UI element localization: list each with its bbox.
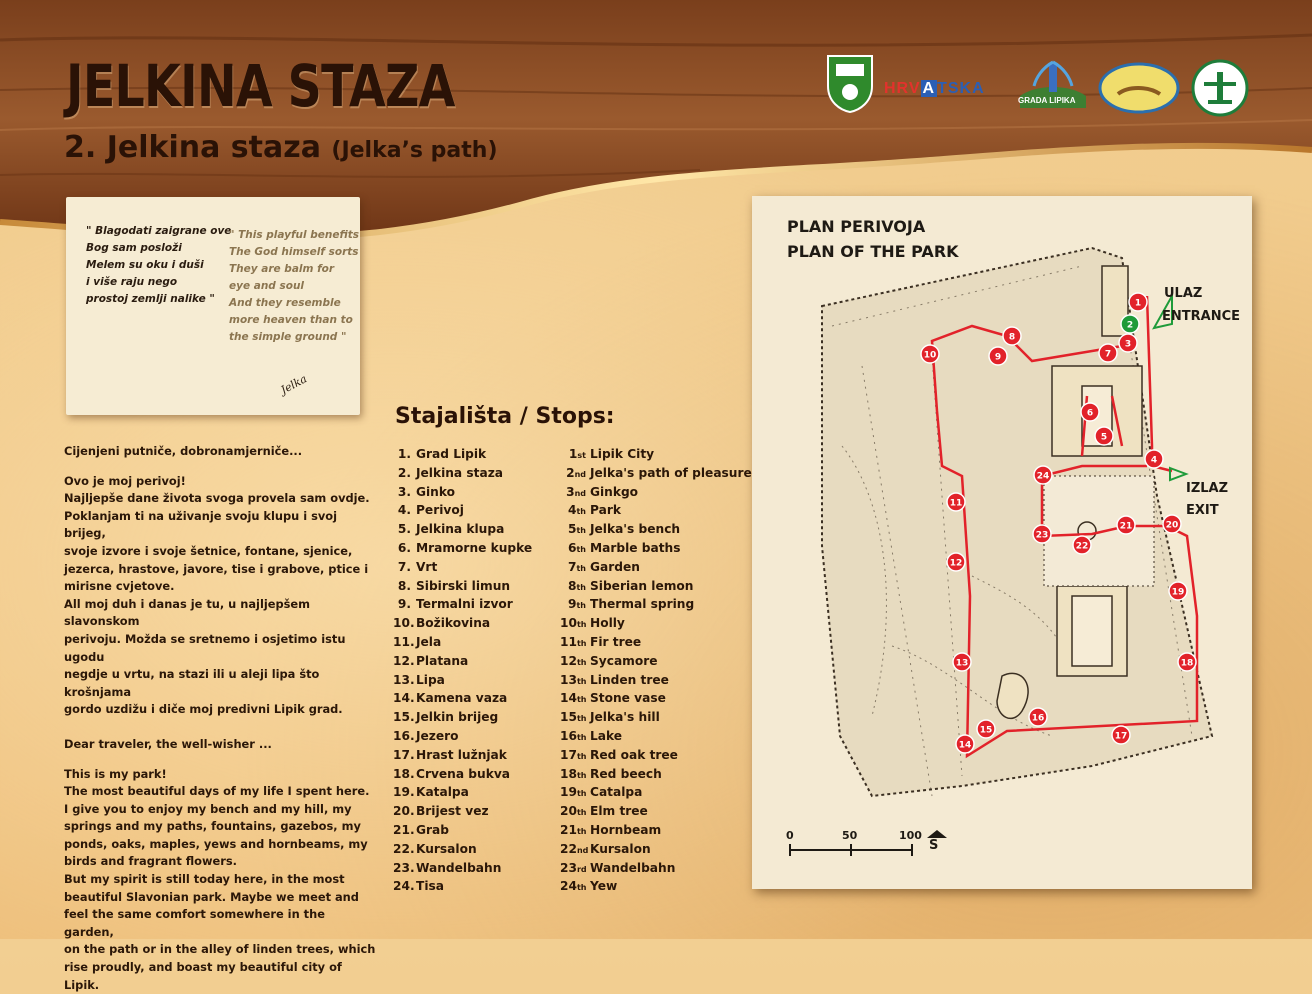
route-marker-20[interactable] — [1163, 515, 1181, 533]
stop-en-item — [560, 652, 752, 671]
stop-en-item — [560, 445, 752, 464]
stop-name: Marble baths — [590, 540, 681, 555]
stop-name: Jelkina klupa — [416, 522, 505, 537]
stop-number: 20. — [393, 804, 415, 819]
route-marker-label: 12 — [949, 558, 963, 569]
route-marker-label: 14 — [958, 740, 972, 751]
poem-croatian: " Blagodati zaigrane ove Bog sam posloži Melem su oku i duši i više raju nego prostoj zemlji nalike " — [86, 225, 232, 305]
stop-en-item — [560, 483, 752, 502]
stop-name: Tisa — [416, 879, 444, 894]
central-garden — [1044, 476, 1154, 586]
route-marker-label: 22 — [1075, 541, 1089, 552]
route-marker-label: 11 — [949, 498, 963, 509]
stop-name: Linden tree — [590, 672, 669, 687]
stop-number: 19. — [393, 785, 415, 800]
stop-hr-item — [393, 577, 532, 596]
stop-en-item — [560, 765, 752, 784]
hrvatska-logo: HRV A TSKA — [884, 80, 985, 97]
stop-number: 1. — [397, 447, 411, 461]
stop-name: Elm tree — [590, 804, 648, 819]
stop-name: Ginko — [416, 484, 456, 499]
stop-en-item — [560, 783, 752, 802]
stop-name: Kamena vaza — [416, 691, 508, 706]
stop-en-item — [560, 539, 752, 558]
stop-name: Perivoj — [416, 503, 464, 518]
stop-name: Grad Lipik — [416, 447, 487, 461]
route-marker-17[interactable] — [1112, 726, 1130, 744]
stop-en-item — [560, 708, 752, 727]
route-marker-4[interactable] — [1145, 450, 1163, 468]
stop-name: Grab — [416, 822, 449, 837]
route-marker-11[interactable] — [947, 493, 965, 511]
stop-number: 9. — [397, 597, 411, 612]
stop-en-item — [560, 520, 752, 539]
stop-name: Lake — [590, 728, 623, 743]
stop-number: 5. — [397, 522, 411, 537]
stop-ordinal: 23rd — [560, 860, 587, 875]
stop-hr-item — [393, 708, 532, 727]
stop-name: Božikovina — [416, 616, 491, 631]
stop-hr-item — [393, 727, 532, 746]
stop-name: Hornbeam — [590, 822, 662, 837]
route-marker-19[interactable] — [1169, 582, 1187, 600]
stop-hr-item — [393, 765, 532, 784]
stop-name: Jelkin brijeg — [416, 710, 499, 725]
stop-en-item — [560, 877, 752, 896]
stop-number: 24. — [393, 879, 415, 894]
stop-number: 12. — [393, 653, 415, 668]
stop-hr-item — [393, 464, 532, 483]
stop-name: Thermal spring — [590, 597, 695, 612]
stop-en-item — [560, 633, 752, 652]
stop-en-item — [560, 614, 752, 633]
stop-name: Termalni izvor — [416, 597, 513, 612]
stop-hr-item — [393, 539, 532, 558]
poem-card — [66, 197, 360, 415]
greeting-en: Dear traveler, the well-wisher ... — [64, 736, 272, 751]
subtitle-hr: 2. Jelkina staza — [64, 130, 321, 165]
stop-name: Yew — [590, 879, 618, 894]
stop-hr-item — [393, 614, 532, 633]
route-marker-14[interactable] — [956, 735, 974, 753]
stop-name: Red oak tree — [590, 747, 678, 762]
scale-label-100: 100 — [899, 829, 922, 842]
stop-number: 17. — [393, 747, 415, 762]
stop-name: Sibirski limun — [416, 578, 511, 593]
route-marker-21[interactable] — [1117, 516, 1135, 534]
green-circle-fountain-logo — [1190, 58, 1250, 118]
route-marker-label: 9 — [994, 352, 1002, 363]
stop-en-item — [560, 558, 752, 577]
letter-text: Cijenjeni putniče, dobronamjerniče... Ovo je moj perivoj! Najljepše dane života svoga provela sam ovdje. Poklanjam ti na uživanje svoju klupu i svoj brijeg, svoje izvore i svoje šetnice, fontane, sjenice, jezerca, hrastove, javore, tise i grabove, ptice i mirisne cvjetove. All moj duh i danas je tu, u najljepšem slavonskom perivoju. Možda se sretnemo i osjetimo istu ugodu negdje u vrtu, na stazi ili u aleji lipa što krošnjama gordo uzdižu i diče moj predivni Lipik grad. Dear traveler, the well-wisher ... This is my park! The most beautiful days of my life I spent here. I give you to enjoy my bench and my hill, my springs and my paths, fountains, gazebos, my ponds, oaks, maples, yews and hornbeams, my birds and fragrant flowers. But my spirit is still today here, in the most beautiful Slavonian park. Maybe we meet and feel the same comfort somewhere in the garden, on the path or in the alley of linden trees, which rise proudly, and boast my beautiful city of Lipik. — [64, 444, 376, 992]
stop-name: Brijest vez — [416, 804, 489, 819]
scale-label-0: 0 — [786, 829, 794, 842]
stop-name: Siberian lemon — [590, 578, 694, 593]
route-marker-label: 1 — [1134, 298, 1142, 309]
stop-name: Ginkgo — [590, 484, 639, 499]
stop-ordinal: 6th — [567, 540, 586, 555]
entrance-label-hr: ULAZ — [1164, 286, 1203, 301]
stop-number: 23. — [393, 860, 415, 875]
stop-number: 8. — [397, 578, 411, 593]
stops-heading: Stajališta / Stops: — [395, 404, 615, 429]
north-arrow-icon — [927, 830, 947, 838]
stop-en-item — [560, 464, 752, 483]
stop-name: Jelka's path of pleasure — [590, 465, 752, 480]
entrance-label-en: ENTRANCE — [1162, 309, 1240, 324]
stop-number: 2. — [397, 465, 411, 480]
stop-ordinal: 12th — [560, 653, 587, 668]
stop-hr-item — [393, 501, 532, 520]
route-marker-13[interactable] — [953, 653, 971, 671]
stop-ordinal: 14th — [560, 691, 587, 706]
route-marker-label: 10 — [923, 350, 937, 361]
route-marker-18[interactable] — [1178, 653, 1196, 671]
stop-ordinal: 16th — [560, 728, 587, 743]
route-marker-label: 3 — [1124, 339, 1132, 350]
stop-en-item — [560, 501, 752, 520]
stop-name: Stone vase — [590, 691, 666, 706]
route-marker-label: 13 — [955, 658, 969, 669]
stop-name: Jelka's bench — [590, 522, 681, 537]
route-marker-12[interactable] — [947, 553, 965, 571]
map-title-hr: PLAN PERIVOJA — [787, 217, 926, 236]
stop-ordinal: 8th — [567, 578, 586, 593]
stop-ordinal: 11th — [560, 634, 587, 649]
route-marker-label: 5 — [1100, 432, 1108, 443]
stop-ordinal: 18th — [560, 766, 587, 781]
stop-ordinal: 1st — [568, 447, 586, 461]
route-marker-15[interactable] — [977, 720, 995, 738]
stop-name: Catalpa — [590, 785, 643, 800]
scale-label-50: 50 — [842, 829, 858, 842]
stop-en-item — [560, 577, 752, 596]
stop-name: Jezero — [416, 728, 459, 743]
stop-name: Jelka's hill — [590, 710, 660, 725]
stop-name: Mramorne kupke — [416, 540, 533, 555]
stop-name: Kursalon — [416, 841, 477, 856]
stop-number: 3. — [397, 484, 411, 499]
stop-en-item — [560, 727, 752, 746]
stop-name: Jela — [416, 634, 442, 649]
stops-list-english — [560, 445, 752, 896]
stop-hr-item — [393, 802, 532, 821]
stop-name: Hrast lužnjak — [416, 747, 507, 762]
stop-number: 18. — [393, 766, 415, 781]
stop-en-item — [560, 746, 752, 765]
stop-name: Fir tree — [590, 634, 642, 649]
stop-ordinal: 2nd — [566, 465, 586, 480]
stop-number: 7. — [397, 559, 411, 574]
stop-name: Crvena bukva — [416, 766, 510, 781]
page-subtitle — [64, 130, 498, 165]
greeting-hr: Cijenjeni putniče, dobronamjerniče... — [64, 444, 303, 458]
stops-list-croatian — [393, 445, 532, 896]
stop-name: Jelkina staza — [416, 465, 504, 480]
stop-hr-item — [393, 783, 532, 802]
route-marker-2[interactable] — [1121, 315, 1139, 333]
map-title-en: PLAN OF THE PARK — [787, 242, 959, 261]
stop-name: Sycamore — [590, 653, 658, 668]
stop-name: Red beech — [590, 766, 662, 781]
stop-ordinal: 4th — [567, 503, 586, 518]
route-marker-label: 15 — [979, 725, 993, 736]
stop-ordinal: 13th — [560, 672, 587, 687]
route-marker-9[interactable] — [989, 347, 1007, 365]
stop-ordinal: 7th — [567, 559, 586, 574]
stop-name: Lipik City — [590, 447, 655, 461]
stop-number: 14. — [393, 691, 415, 706]
route-marker-5[interactable] — [1095, 427, 1113, 445]
lipik-society-oval-logo — [1098, 62, 1180, 114]
stop-ordinal: 20th — [560, 804, 587, 819]
route-marker-label: 23 — [1035, 530, 1049, 541]
stop-number: 22. — [393, 841, 415, 856]
route-marker-10[interactable] — [921, 345, 939, 363]
stop-hr-item — [393, 746, 532, 765]
stop-number: 10. — [393, 616, 415, 631]
stop-name: Holly — [590, 616, 625, 631]
stop-en-item — [560, 859, 752, 878]
stop-en-item — [560, 689, 752, 708]
poem-english: " This playful benefits The God himself sorts They are balm for eye and soul And they resemble more heaven than to the simple ground " — [229, 229, 360, 343]
stop-name: Kursalon — [590, 841, 651, 856]
subtitle-en: (Jelka’s path) — [331, 138, 498, 163]
stop-hr-item — [393, 671, 532, 690]
stop-hr-item — [393, 558, 532, 577]
stop-number: 13. — [393, 672, 415, 687]
route-marker-1[interactable] — [1129, 293, 1147, 311]
stop-ordinal: 17th — [560, 747, 587, 762]
route-marker-label: 19 — [1171, 587, 1185, 598]
stop-number: 11. — [393, 634, 415, 649]
route-marker-16[interactable] — [1029, 708, 1047, 726]
exit-label-hr: IZLAZ — [1186, 481, 1229, 496]
route-marker-label: 21 — [1119, 521, 1133, 532]
exit-label-en: EXIT — [1186, 503, 1219, 518]
stop-ordinal: 5th — [567, 522, 586, 537]
stop-hr-item — [393, 483, 532, 502]
sponsor-logos — [820, 52, 1260, 122]
stop-number: 21. — [393, 822, 415, 837]
stop-hr-item — [393, 595, 532, 614]
stop-ordinal: 9th — [567, 597, 586, 612]
route-marker-22[interactable] — [1073, 536, 1091, 554]
route-marker-label: 20 — [1165, 520, 1179, 531]
route-marker-label: 24 — [1036, 471, 1050, 482]
stop-name: Katalpa — [416, 785, 469, 800]
north-label: S — [929, 838, 939, 853]
stop-ordinal: 15th — [560, 710, 587, 725]
route-marker-23[interactable] — [1033, 525, 1051, 543]
stop-hr-item — [393, 633, 532, 652]
stop-hr-item — [393, 445, 532, 464]
stop-ordinal: 22nd — [560, 841, 589, 856]
stop-hr-item — [393, 859, 532, 878]
stop-name: Park — [590, 503, 621, 518]
stop-hr-item — [393, 877, 532, 896]
route-marker-24[interactable] — [1034, 466, 1052, 484]
stop-hr-item — [393, 840, 532, 859]
route-marker-7[interactable] — [1099, 344, 1117, 362]
route-marker-label: 2 — [1126, 320, 1134, 331]
route-marker-label: 18 — [1180, 658, 1194, 669]
stop-hr-item — [393, 520, 532, 539]
route-marker-label: 4 — [1150, 455, 1158, 466]
stop-ordinal: 19th — [560, 785, 587, 800]
exit-arrow — [1170, 468, 1186, 480]
stop-number: 15. — [393, 710, 415, 725]
stop-en-item — [560, 671, 752, 690]
route-marker-label: 17 — [1114, 731, 1128, 742]
stop-ordinal: 3nd — [566, 484, 586, 499]
stop-en-item — [560, 595, 752, 614]
stop-name: Vrt — [416, 559, 438, 574]
route-marker-6[interactable] — [1081, 403, 1099, 421]
route-marker-8[interactable] — [1003, 327, 1021, 345]
lipik-coat-of-arms-logo — [826, 54, 874, 114]
route-marker-label: 8 — [1008, 332, 1016, 343]
stop-ordinal: 24th — [560, 879, 587, 894]
stop-number: 6. — [397, 540, 411, 555]
route-marker-label: 16 — [1031, 713, 1045, 724]
route-marker-3[interactable] — [1119, 334, 1137, 352]
stop-ordinal: 10th — [560, 616, 587, 631]
stop-name: Wandelbahn — [416, 860, 502, 875]
page-title: JELKINA STAZA — [66, 52, 455, 120]
stop-name: Wandelbahn — [590, 860, 676, 875]
route-marker-label: 6 — [1086, 408, 1094, 419]
stop-name: Platana — [416, 653, 469, 668]
route-marker-label: 7 — [1104, 349, 1112, 360]
stop-ordinal: 21th — [560, 822, 587, 837]
grada-lipika-label: GRADA LIPIKA — [1018, 96, 1076, 105]
poem-signature: Jelka — [278, 372, 310, 397]
stop-en-item — [560, 821, 752, 840]
stop-hr-item — [393, 821, 532, 840]
stop-hr-item — [393, 652, 532, 671]
scale-bar — [790, 844, 912, 856]
stop-name: Lipa — [416, 672, 445, 687]
stop-en-item — [560, 802, 752, 821]
stop-number: 16. — [393, 728, 415, 743]
stop-en-item — [560, 840, 752, 859]
stop-hr-item — [393, 689, 532, 708]
stop-name: Garden — [590, 559, 640, 574]
stop-number: 4. — [397, 503, 411, 518]
